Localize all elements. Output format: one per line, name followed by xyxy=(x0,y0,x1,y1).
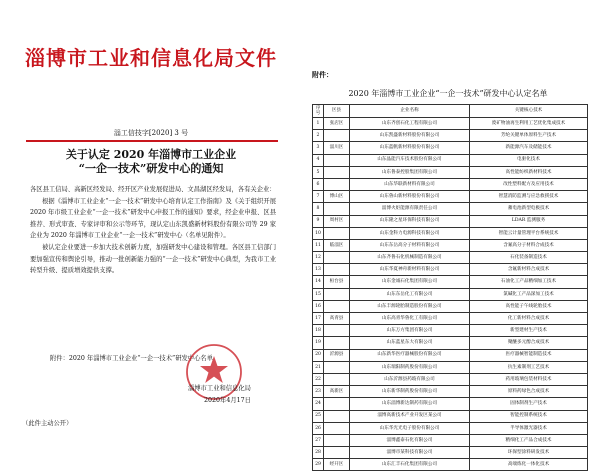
row-technology: 化工新材料合成技术 xyxy=(470,313,588,325)
row-district xyxy=(324,154,350,166)
row-district xyxy=(324,130,350,142)
row-company: 淄博高新技术产业开发区某公司 xyxy=(350,410,470,422)
notice-title-line2: “一企一技术”研发中心的通知 xyxy=(78,162,224,175)
table-row xyxy=(313,313,588,325)
table-row xyxy=(313,118,588,130)
row-number: 5 xyxy=(313,166,324,178)
table-row xyxy=(313,239,588,251)
row-technology: 蓄电池新型电极技术 xyxy=(470,203,588,215)
row-number: 10 xyxy=(313,227,324,239)
header-no: 序号 xyxy=(313,105,324,118)
row-district: 周村区 xyxy=(324,215,350,227)
row-company: 山东东岳高分子材料有限公司 xyxy=(350,239,470,251)
row-company: 山东瑞阳制药股份有限公司 xyxy=(350,361,470,373)
row-district xyxy=(324,447,350,459)
row-number: 3 xyxy=(313,142,324,154)
table-row xyxy=(313,410,588,422)
row-technology: 石化装备制造技术 xyxy=(470,252,588,264)
row-technology: 环保型涂料研发技术 xyxy=(470,447,588,459)
row-district xyxy=(324,361,350,373)
row-district: 高新区 xyxy=(324,386,350,398)
row-number: 8 xyxy=(313,203,324,215)
row-number: 7 xyxy=(313,191,324,203)
row-number: 9 xyxy=(313,215,324,227)
row-company: 山东沂源县药玻有限公司 xyxy=(350,373,470,385)
row-district xyxy=(324,410,350,422)
row-company: 山东蓝帆新材料股份有限公司 xyxy=(350,142,470,154)
row-company: 山东汇丰石化集团有限公司 xyxy=(350,459,470,471)
row-number: 16 xyxy=(313,300,324,312)
row-technology: 智慧消防监测与应急救援技术 xyxy=(470,191,588,203)
enterprise-roster-table xyxy=(312,104,588,471)
row-company: 山东东岳化工有限公司 xyxy=(350,288,470,300)
row-number: 19 xyxy=(313,337,324,349)
row-district xyxy=(324,422,350,434)
row-technology: 高性能纺织新材料技术 xyxy=(470,166,588,178)
row-company: 山东齐鲁石化机械制造有限公司 xyxy=(350,252,470,264)
row-technology: 原料药绿色合成技术 xyxy=(470,386,588,398)
row-district xyxy=(324,434,350,446)
public-note: （此件主动公开） xyxy=(22,420,73,427)
row-technology: 新能源汽车及储能技术 xyxy=(470,142,588,154)
table-row xyxy=(313,434,588,446)
row-company: 山东淄博新达制药有限公司 xyxy=(350,398,470,410)
table-row xyxy=(313,166,588,178)
notice-title-line1: 关于认定 2020 年淄博市工业企业 xyxy=(65,148,237,161)
row-company: 山东金科力电源科技有限公司 xyxy=(350,227,470,239)
row-technology: 含氟新材料合成技术 xyxy=(470,264,588,276)
row-company: 山东鲁泰控股集团有限公司 xyxy=(350,166,470,178)
row-district: 淄川区 xyxy=(324,142,350,154)
table-row xyxy=(313,130,588,142)
attachment-label: 附件： xyxy=(312,70,333,79)
row-company: 山东丰源轮胎制造股份有限公司 xyxy=(350,300,470,312)
table-row xyxy=(313,203,588,215)
row-district xyxy=(324,398,350,410)
row-company: 山东金诚石化集团有限公司 xyxy=(350,276,470,288)
body-paragraph-1: 根据《淄博市工业企业“一企一技术”研发中心培育认定工作指南》及《关于组织开展 2020 年市级工业企业“一企一技术”研发中心申报工作的通知》要求，经企业申报、区县推荐、形式审查、专家评审和公示等环节，现认定山东凯盛新材料股份有限公司等 29 家企业为 2020 年淄博市工业企业“一企一技术”研发中心（名单见附件）。 xyxy=(30,197,276,240)
row-technology: 含氟高分子材料合成技术 xyxy=(470,239,588,251)
document-header: 淄博市工业和信息化局文件 xyxy=(25,46,277,70)
table-row xyxy=(313,325,588,337)
row-number: 1 xyxy=(313,118,324,130)
row-number: 18 xyxy=(313,325,324,337)
notice-page xyxy=(8,36,294,436)
row-technology: 半导体激光器技术 xyxy=(470,422,588,434)
table-row xyxy=(313,459,588,471)
row-number: 24 xyxy=(313,398,324,410)
row-company: 山东晶能汽车技术股份有限公司 xyxy=(350,154,470,166)
row-district xyxy=(324,264,350,276)
row-district xyxy=(324,373,350,385)
row-technology: 改性塑料配方及应用技术 xyxy=(470,178,588,190)
row-technology: 氯碱化工产品深加工技术 xyxy=(470,288,588,300)
row-district xyxy=(324,166,350,178)
row-technology: 固体制剂生产技术 xyxy=(470,398,588,410)
table-row xyxy=(313,337,588,349)
row-district xyxy=(324,337,350,349)
row-district: 高青县 xyxy=(324,313,350,325)
salutation: 各区县工信局、高新区经发局、经开区产业发展促进局、文昌湖区经发局，各有关企业： xyxy=(30,186,276,193)
row-company: 山东华联新材料有限公司 xyxy=(350,178,470,190)
attachment-reference: 附件：2020 年淄博市工业企业“一企一技术”研发中心名单 xyxy=(50,355,213,362)
row-number: 26 xyxy=(313,422,324,434)
row-technology: 废矿物油再生利用工艺优化集成技术 xyxy=(470,118,588,130)
attachment-title: 2020 年淄博市工业企业“一企一技术”研发中心认定名单 xyxy=(348,89,548,98)
table-row xyxy=(313,215,588,227)
row-number: 6 xyxy=(313,178,324,190)
table-row xyxy=(313,276,588,288)
row-number: 25 xyxy=(313,410,324,422)
row-district xyxy=(324,178,350,190)
table-row xyxy=(313,349,588,361)
table-row xyxy=(313,191,588,203)
row-company: 山东华夏神舟新材料有限公司 xyxy=(350,264,470,276)
row-company: 淄博火炬能源有限责任公司 xyxy=(350,203,470,215)
table-row xyxy=(313,227,588,239)
row-district: 沂源县 xyxy=(324,349,350,361)
row-number: 12 xyxy=(313,252,324,264)
row-district: 张店区 xyxy=(324,118,350,130)
attachment-page xyxy=(304,70,592,468)
row-company: 山东凯盛新材料股份有限公司 xyxy=(350,130,470,142)
row-company: 山东新华医疗器械股份有限公司 xyxy=(350,349,470,361)
row-technology: 医疗器械智能制造技术 xyxy=(470,349,588,361)
row-district xyxy=(324,203,350,215)
row-number: 14 xyxy=(313,276,324,288)
row-district xyxy=(324,300,350,312)
table-header-row xyxy=(313,105,588,118)
row-company: 淄博市某科技有限公司 xyxy=(350,447,470,459)
row-district: 桓台县 xyxy=(324,276,350,288)
row-number: 21 xyxy=(313,361,324,373)
row-number: 2 xyxy=(313,130,324,142)
notice-body xyxy=(30,184,276,277)
table-row xyxy=(313,386,588,398)
row-district: 经开区 xyxy=(324,459,350,471)
table-row xyxy=(313,288,588,300)
row-technology: LDAR 监测服务 xyxy=(470,215,588,227)
red-divider xyxy=(26,140,278,142)
row-number: 27 xyxy=(313,434,324,446)
row-company: 淄博鑫泰石化有限公司 xyxy=(350,434,470,446)
row-number: 22 xyxy=(313,373,324,385)
row-technology: 电驱化技术 xyxy=(470,154,588,166)
table-row xyxy=(313,178,588,190)
row-number: 13 xyxy=(313,264,324,276)
row-company: 山东蓝星东大有限公司 xyxy=(350,337,470,349)
body-paragraph-2: 被认定企业要进一步加大技术创新力度，加强研发中心建设和管理。各区县工信部门要加强宣传和舆论引导，推动一批创新能力强的“一企一技术”研发中心典型，为我市工业转型升级、提质增效提供支撑。 xyxy=(30,243,276,275)
row-district: 临淄区 xyxy=(324,239,350,251)
row-number: 29 xyxy=(313,459,324,471)
header-company: 企业名称 xyxy=(350,105,470,118)
issue-date: 2020年4月17日 xyxy=(204,397,251,404)
table-row xyxy=(313,300,588,312)
row-technology: 高性能子午线轮胎技术 xyxy=(470,300,588,312)
row-technology: 芳纶关键单体原料生产技术 xyxy=(470,130,588,142)
table-row xyxy=(313,447,588,459)
row-district xyxy=(324,325,350,337)
official-seal xyxy=(184,342,244,402)
table-row xyxy=(313,373,588,385)
table-row xyxy=(313,154,588,166)
row-company: 山东隆之星环保科技有限公司 xyxy=(350,215,470,227)
row-technology: 新型建材生产技术 xyxy=(470,325,588,337)
row-number: 4 xyxy=(313,154,324,166)
document-number: 淄工信技字[2020] 3 号 xyxy=(113,129,189,137)
row-technology: 高端炼化一体化技术 xyxy=(470,459,588,471)
row-technology: 石油化工产品精细加工技术 xyxy=(470,276,588,288)
row-company: 山东高青华鲁化工有限公司 xyxy=(350,313,470,325)
issuer-signature: 淄博市工业和信息化局 xyxy=(188,385,251,392)
row-company: 山东新华制药股份有限公司 xyxy=(350,386,470,398)
row-district: 博山区 xyxy=(324,191,350,203)
table-row xyxy=(313,422,588,434)
row-district xyxy=(324,252,350,264)
row-technology: 精细化工产品合成技术 xyxy=(470,434,588,446)
row-number: 15 xyxy=(313,288,324,300)
row-number: 17 xyxy=(313,313,324,325)
row-company: 山东齐创石化工程有限公司 xyxy=(350,118,470,130)
table-row xyxy=(313,398,588,410)
row-number: 23 xyxy=(313,386,324,398)
row-company: 山东万方集团有限公司 xyxy=(350,325,470,337)
row-company: 山东鲁山新材料股份有限公司 xyxy=(350,191,470,203)
row-district xyxy=(324,227,350,239)
header-district: 区县 xyxy=(324,105,350,118)
row-number: 20 xyxy=(313,349,324,361)
table-row xyxy=(313,252,588,264)
row-district xyxy=(324,288,350,300)
table-row xyxy=(313,142,588,154)
row-technology: 聚醚多元醇合成技术 xyxy=(470,337,588,349)
row-technology: 智能控制系统技术 xyxy=(470,410,588,422)
table-row xyxy=(313,264,588,276)
row-technology: 药用玻璃包装材料技术 xyxy=(470,373,588,385)
table-row xyxy=(313,361,588,373)
row-company: 山东华光光电子股份有限公司 xyxy=(350,422,470,434)
header-technology: 关键核心技术 xyxy=(470,105,588,118)
row-number: 28 xyxy=(313,447,324,459)
row-technology: 抗生素制剂工艺技术 xyxy=(470,361,588,373)
row-technology: 智能云计量管理平台系统技术 xyxy=(470,227,588,239)
row-number: 11 xyxy=(313,239,324,251)
